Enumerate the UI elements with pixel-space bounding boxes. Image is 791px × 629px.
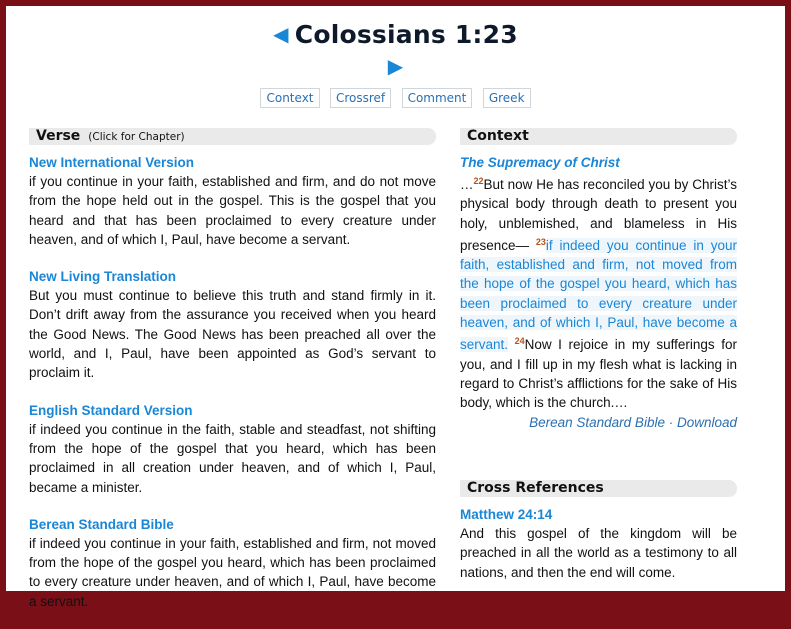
version-text: if indeed you continue in your faith, established and firm, not moved from the hope of the gospel you heard, which has been proclaimed to every creature under heaven, and of which I, Paul, have become a servant.: [29, 535, 436, 609]
source-line: [460, 413, 737, 432]
crossref-heading: Cross References: [467, 480, 604, 496]
verse-versions-list: [29, 153, 436, 629]
context-passage: [460, 172, 737, 413]
version-name-bsb[interactable]: Berean Standard Bible: [29, 516, 174, 532]
tab-crossref[interactable]: Crossref: [330, 88, 391, 108]
version-text: if indeed you continue in the faith, stable and steadfast, not shifting from the hope of the gospel that you heard, which has been proclaimed in all creation under heaven, and of which I, Paul, became a minister.: [29, 421, 436, 495]
tab-greek[interactable]: Greek: [483, 88, 531, 108]
version-text: But you must continue to believe this truth and stand firmly in it. Don’t drift away from the assurance you received when you heard the Good News. The Good News has been preached all over the world, and I, Paul, have been appointed as God’s servant to proclaim it.: [29, 288, 436, 381]
tab-context[interactable]: Context: [260, 88, 319, 108]
crossref-section-header: [460, 480, 737, 497]
version-name-esv[interactable]: English Standard Version: [29, 402, 193, 418]
version-entry: [29, 515, 436, 611]
version-entry: [29, 153, 436, 249]
ellipsis: …: [460, 177, 474, 192]
context-panel: [460, 153, 737, 432]
verse-23-highlighted-text: if indeed you continue in your faith, established and firm, not moved from the hope of the gospel you heard, which has been proclaimed to every creature under heaven, and of which I, Paul, have become a servant.: [460, 237, 737, 353]
next-verse-arrow-icon[interactable]: ▶: [387, 56, 404, 78]
version-name-nlt[interactable]: New Living Translation: [29, 269, 177, 285]
title-row: [6, 20, 785, 49]
verse-number-22[interactable]: 22: [473, 176, 484, 186]
passage-title: The Supremacy of Christ: [460, 155, 620, 170]
crossref-text: And this gospel of the kingdom will be preached in all the world as a testimony to all nations, and then the end will come.: [460, 526, 737, 580]
page: [6, 6, 785, 609]
source-bible-link[interactable]: Berean Standard Bible: [529, 414, 665, 430]
context-heading: Context: [467, 128, 529, 144]
crossref-list: [460, 505, 737, 582]
verse-24-text: Now I rejoice in my sufferings for you, and I fill up in my flesh what is lacking in regard to Christ’s afflictions for the sake of His body, which is the church.…: [460, 337, 737, 411]
click-for-chapter-hint: (Click for Chapter): [88, 131, 185, 143]
context-section-header: [460, 128, 737, 145]
version-entry: [29, 267, 436, 382]
previous-verse-arrow-icon[interactable]: ◀: [273, 22, 289, 46]
verse-heading: Verse: [36, 128, 81, 144]
crossref-reference-link[interactable]: Matthew 24:14: [460, 507, 553, 522]
verse-number-24[interactable]: 24: [514, 336, 525, 347]
version-text: if you continue in your faith, established and firm, and do not move from the hope held out in the gospel. This is the gospel that you heard and that has been proclaimed to every creature under heaven, and of which I, Paul, have become a servant.: [29, 174, 436, 247]
download-link[interactable]: Download: [676, 414, 737, 430]
source-separator: ·: [664, 414, 677, 430]
verse-number-23[interactable]: 23: [535, 236, 546, 247]
tab-comment[interactable]: Comment: [402, 88, 473, 108]
verse-section-header[interactable]: [29, 128, 436, 145]
verse-22-text: But now He has reconciled you by Christ’s physical body through death to present you holy, unblemished, and blameless in His presence—: [460, 177, 737, 253]
version-entry: [29, 401, 436, 497]
tab-bar: [6, 88, 785, 108]
page-title: Colossians 1:23: [294, 20, 518, 49]
next-arrow-row: [6, 54, 785, 79]
version-name-niv[interactable]: New International Version: [29, 155, 195, 170]
